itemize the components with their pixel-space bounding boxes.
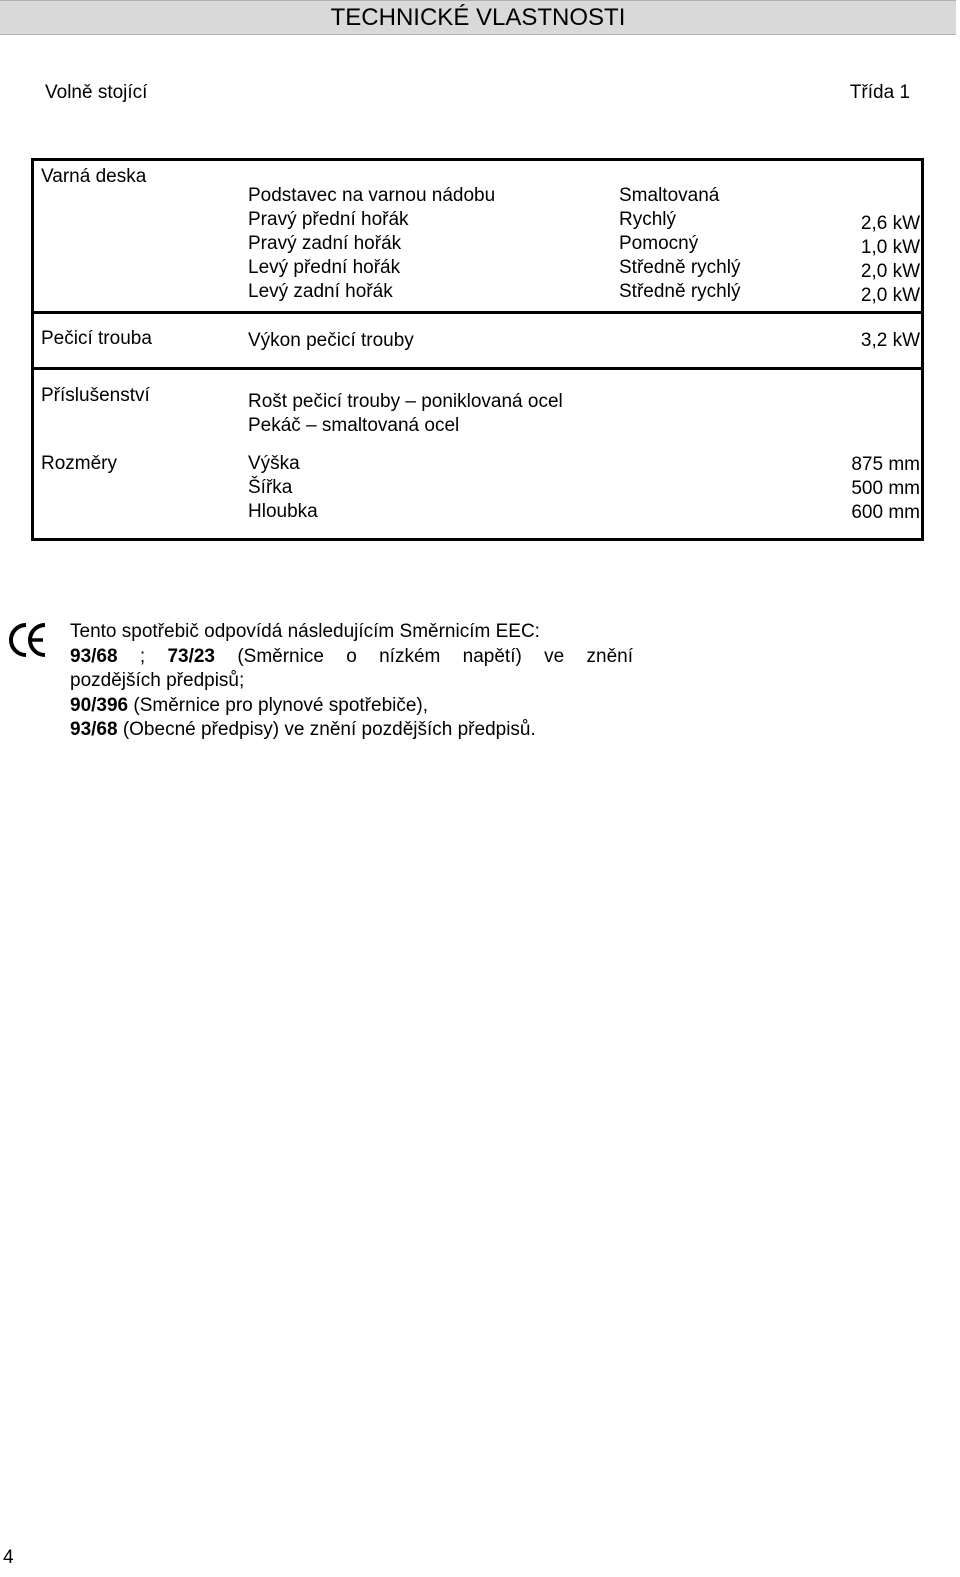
notice-word: (Směrnice [237, 645, 324, 667]
dimension-value: 500 mm [851, 478, 920, 499]
row-divider [34, 367, 921, 370]
oven-item-value: 3,2 kW [860, 330, 920, 351]
notice-line [70, 718, 640, 743]
directive-code: 93/68 [70, 719, 118, 740]
notice-word: o [346, 645, 357, 667]
ce-mark-icon [8, 620, 48, 666]
notice-intro: Tento spotřebič odpovídá následujícím Směrnicím EEC: [70, 621, 540, 642]
notice-word: znění [586, 645, 633, 667]
dimension-name: Šířka [248, 477, 293, 498]
directive-description: (Obecné předpisy) ve znění pozdějších předpisů. [117, 719, 536, 740]
hob-item-type: Rychlý [619, 209, 677, 230]
installation-type: Volně stojící [45, 82, 148, 103]
hob-item-value: 2,0 kW [860, 261, 920, 282]
section-label-accessories: Příslušenství [41, 385, 150, 406]
oven-item-name: Výkon pečicí trouby [248, 330, 414, 351]
hob-item-value: 1,0 kW [860, 237, 920, 258]
dimension-value: 600 mm [851, 502, 920, 523]
row-divider [34, 311, 921, 314]
hob-item-name: Pravý zadní hořák [248, 233, 402, 254]
notice-line: pozdějších předpisů; [70, 670, 245, 691]
notice-word: napětí) [462, 645, 522, 667]
notice-word: ; [139, 645, 146, 667]
notice-word: nízkém [379, 645, 441, 667]
hob-item-type: Smaltovaná [619, 185, 720, 206]
dimension-value: 875 mm [851, 454, 920, 475]
page-title: TECHNICKÉ VLASTNOSTI [330, 4, 626, 31]
section-label-oven: Pečicí trouba [41, 328, 152, 349]
directive-code: 93/68 [70, 645, 118, 667]
hob-item-value: 2,6 kW [860, 213, 920, 234]
hob-item-name: Levý zadní hořák [248, 281, 393, 302]
directive-description: (Směrnice pro plynové spotřebiče), [128, 694, 429, 716]
section-label-dimensions: Rozměry [41, 453, 118, 474]
hob-item-name: Podstavec na varnou nádobu [248, 185, 496, 206]
header-bar [0, 0, 956, 35]
page-number: 4 [3, 1547, 14, 1568]
notice-line [70, 694, 640, 719]
directive-code: 90/396 [70, 694, 129, 716]
hob-item-value: 2,0 kW [860, 285, 920, 306]
hob-item-type: Středně rychlý [619, 281, 741, 302]
hob-item-type: Pomocný [619, 233, 699, 254]
hob-item-name: Pravý přední hořák [248, 209, 409, 230]
accessory-item: Rošt pečicí trouby – poniklovaná ocel [248, 391, 563, 412]
directive-code: 73/23 [167, 645, 215, 667]
notice-directives-line [70, 645, 633, 670]
appliance-class: Třída 1 [849, 82, 910, 103]
dimension-name: Hloubka [248, 501, 318, 522]
hob-item-type: Středně rychlý [619, 257, 741, 278]
section-label-hob: Varná deska [41, 166, 147, 187]
accessory-item: Pekáč – smaltovaná ocel [248, 415, 460, 436]
notice-word: ve [544, 645, 565, 667]
dimension-name: Výška [248, 453, 300, 474]
spec-table [31, 158, 924, 541]
hob-item-name: Levý přední hořák [248, 257, 401, 278]
directives-notice [70, 620, 640, 743]
